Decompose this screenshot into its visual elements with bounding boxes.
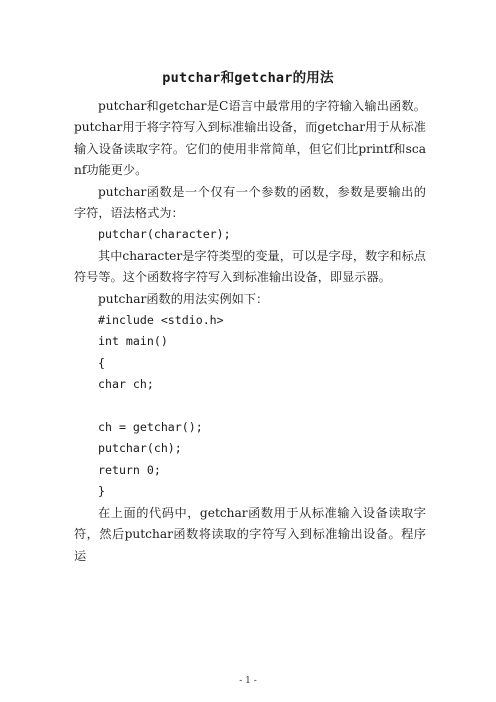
document-title: putchar和getchar的用法 [162, 70, 334, 86]
code-line-open-brace: { [98, 355, 105, 370]
code-line-char-declaration: char ch; [98, 377, 154, 392]
code-line-putchar-call: putchar(ch); [98, 441, 182, 456]
code-line-putchar-syntax: putchar(character); [98, 227, 231, 242]
code-line-include: #include <stdio.h> [98, 313, 224, 328]
document-body [74, 96, 426, 567]
code-line-getchar-call: ch = getchar(); [98, 420, 203, 435]
paragraph-character-description: 其中character是字符类型的变量，可以是字母，数字和标点符号等。这个函数将字符写入到标准输出设备，即显示器。 [74, 248, 426, 285]
code-line-close-brace: } [98, 484, 105, 499]
code-line-main: int main() [98, 334, 168, 349]
code-line-return: return 0; [98, 462, 161, 477]
paragraph-code-explanation: 在上面的代码中，getchar函数用于从标准输入设备读取字符，然后putchar函数将读取的字符写入到标准输出设备。程序运 [74, 505, 426, 563]
blank-line [74, 396, 426, 417]
paragraph-putchar-description: putchar函数是一个仅有一个参数的函数，参数是要输出的字符，语法格式为： [74, 184, 426, 221]
page-number: - 1 - [239, 676, 257, 686]
paragraph-intro: putchar和getchar是C语言中最常用的字符输入输出函数。putchar用于将字符写入到标准输出设备，而getchar用于从标准输入设备读取字符。它们的使用非常简单，但它们比printf和scanf功能更少。 [74, 99, 426, 178]
paragraph-example-intro: putchar函数的用法实例如下： [98, 291, 269, 306]
